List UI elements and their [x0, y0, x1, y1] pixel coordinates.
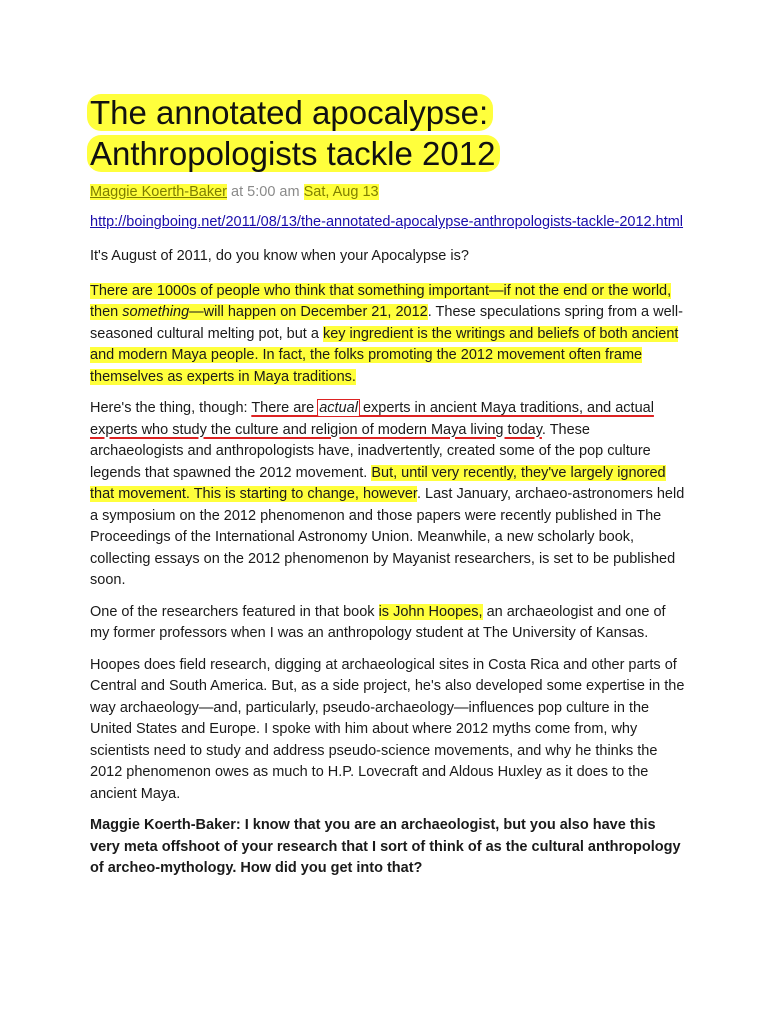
- highlight-december: —will happen on December 21, 2012: [189, 304, 428, 320]
- red-underline-2: experts in ancient Maya traditions, and actual experts who study the culture and religion of modern Maya living today: [90, 400, 654, 438]
- paragraph-1: [90, 281, 686, 389]
- paragraph-3-text: One of the researchers featured in that book: [90, 603, 379, 620]
- interview-question: Maggie Koerth-Baker: I know that you are an archaeologist, but you also have this very meta offshoot of your research that I sort of think of as the cultural anthropology of archeo-mythology. How did you get into that?: [90, 817, 681, 876]
- byline-time: at 5:00 am: [227, 184, 304, 200]
- title-line-2: Anthropologists tackle 2012: [87, 135, 500, 172]
- byline: [90, 182, 686, 202]
- highlight-john-hoopes: is John Hoopes,: [378, 603, 483, 620]
- paragraph-2-text-2: . Last January, archaeo-astronomers held a symposium on the 2012 phenomenon and those papers were recently published in The Proceedings of the International Astronomy Union. Meanwhile, a new scholarly book, collecting essays on the 2012 phenomenon by Mayanist researchers, is set to be published soon.: [90, 486, 685, 588]
- highlight-1000s: There are 1000s of people who think that something important—if not the end or the world, then: [90, 282, 672, 320]
- paragraph-3-text-2: an archaeologist and one of my former professors when I was an anthropology student at The University of Kansas.: [90, 603, 666, 641]
- paragraph-2: [90, 398, 686, 592]
- highlight-ignored: But, until very recently, they've largely ignored that movement. This is starting to change, however: [90, 464, 666, 502]
- article: [90, 92, 686, 890]
- byline-date: Sat, Aug 13: [303, 184, 379, 200]
- article-url-link[interactable]: http://boingboing.net/2011/08/13/the-annotated-apocalypse-anthropologists-tackle-2012.html: [90, 214, 684, 230]
- paragraph-2-text: . These archaeologists and anthropologists have, inadvertently, created some of the pop culture legends that spawned the 2012 movement.: [90, 421, 651, 481]
- paragraph-4: Hoopes does field research, digging at archaeological sites in Costa Rica and other parts of Central and South America. But, as a side project, he's also developed some expertise in the way archaeology—and, particularly, pseudo-archaeology—influences pop culture in the United States and Europe. I spoke with him about where 2012 myths come from, why scientists need to study and address pseudo-science movements, and why he thinks the 2012 phenomenon owes as much to H.P. Lovecraft and Aldous Huxley as it does to the ancient Maya.: [90, 656, 685, 802]
- red-underline-1: There are: [251, 400, 319, 416]
- paragraph-intro: It's August of 2011, do you know when your Apocalypse is?: [90, 248, 469, 264]
- title-line-1: The annotated apocalypse:: [87, 94, 493, 131]
- paragraph-2-lead: Here's the thing, though:: [90, 400, 252, 416]
- boxed-actual: actual: [319, 400, 358, 416]
- author-link[interactable]: Maggie Koerth-Baker: [90, 184, 228, 200]
- highlight-key-ingredient: key ingredient is the writings and beliefs of both ancient and modern Maya people. In fact, the folks promoting the 2012 movement often frame themselves as experts in Maya traditions.: [90, 325, 679, 385]
- paragraph-3: [90, 602, 686, 645]
- emphasis-something: something: [122, 304, 190, 320]
- paragraph-1-text: . These speculations spring from a well-seasoned cultural melting pot, but a: [90, 304, 683, 342]
- article-title: [90, 92, 686, 174]
